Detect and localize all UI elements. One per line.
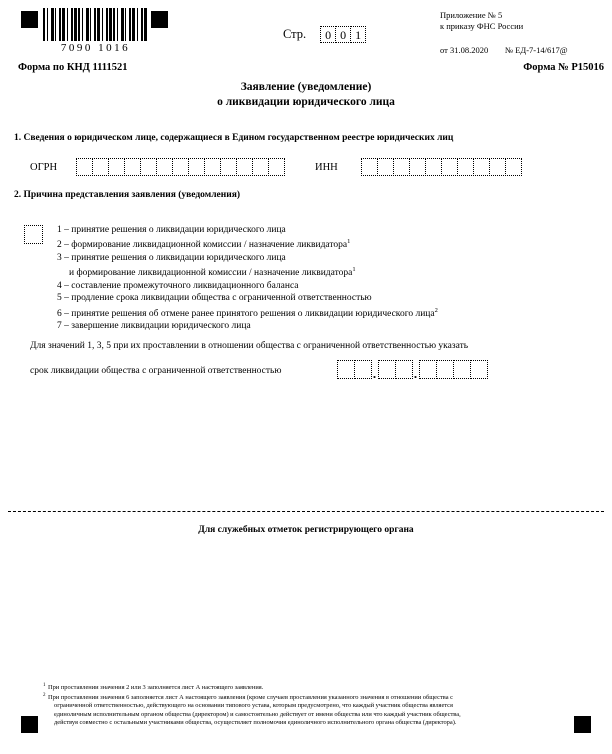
inn-label: ИНН bbox=[315, 161, 338, 173]
alignment-mark-top-left bbox=[21, 11, 38, 28]
page-number-cell[interactable]: 0 bbox=[335, 26, 351, 43]
date-separator-dot: . bbox=[413, 365, 418, 381]
page-title bbox=[0, 80, 612, 110]
inn-cell[interactable] bbox=[441, 158, 458, 176]
liquidation-term-note: Для значений 1, 3, 5 при их проставлении в отношении общества с ограниченной ответственностью указать bbox=[30, 341, 469, 351]
ogrn-cell[interactable] bbox=[188, 158, 205, 176]
service-block-divider bbox=[8, 511, 604, 512]
ogrn-cell[interactable] bbox=[140, 158, 157, 176]
ogrn-cell[interactable] bbox=[220, 158, 237, 176]
approval-reference bbox=[440, 10, 523, 32]
footnote-2 bbox=[44, 694, 582, 728]
footnote-2-line-2: ограниченной ответственностью, действующего на основании типового устава, которым предусмотрено, что каждый участник общества является bbox=[54, 702, 453, 710]
inn-cell[interactable] bbox=[473, 158, 490, 176]
ogrn-cell[interactable] bbox=[236, 158, 253, 176]
liquidation-term-label: срок ликвидации общества с ограниченной ответственностью bbox=[30, 366, 282, 376]
page-number-cell[interactable]: 1 bbox=[350, 26, 366, 43]
reason-option-6-text: 6 – принятие решения об отмене ранее принятого решения о ликвидации юридического лица bbox=[57, 308, 435, 319]
date-year-cell[interactable] bbox=[436, 360, 454, 379]
reason-options-list bbox=[57, 224, 438, 333]
footnote-ref-1: 1 bbox=[352, 266, 356, 274]
ogrn-cell[interactable] bbox=[252, 158, 269, 176]
inn-field bbox=[315, 158, 521, 176]
knd-form-code: Форма по КНД 1111521 bbox=[18, 62, 128, 73]
reason-option-2 bbox=[57, 236, 438, 252]
reason-option-3-cont bbox=[57, 264, 438, 280]
section-2-heading: 2. Причина представления заявления (уведомления) bbox=[14, 190, 240, 200]
reason-option-6 bbox=[57, 305, 438, 321]
reason-option-3: 3 – принятие решения о ликвидации юридического лица bbox=[57, 252, 286, 263]
footnote-1-marker: 1 bbox=[43, 683, 46, 688]
date-month-cell[interactable] bbox=[395, 360, 413, 379]
ogrn-field bbox=[30, 158, 284, 176]
barcode bbox=[43, 8, 148, 54]
barcode-digits: 7090 1016 bbox=[60, 42, 131, 54]
ogrn-cell[interactable] bbox=[204, 158, 221, 176]
date-year-cell[interactable] bbox=[470, 360, 488, 379]
section-1-heading: 1. Сведения о юридическом лице, содержащиеся в Едином государственном реестре юридических лиц bbox=[14, 133, 454, 143]
reason-option-5: 5 – продление срока ликвидации общества с ограниченной ответственностью bbox=[57, 293, 372, 304]
inn-cell[interactable] bbox=[505, 158, 522, 176]
date-month-cell[interactable] bbox=[378, 360, 396, 379]
inn-cell[interactable] bbox=[361, 158, 378, 176]
barcode-bars-icon bbox=[43, 8, 148, 41]
inn-cell[interactable] bbox=[425, 158, 442, 176]
approval-order-row bbox=[440, 45, 605, 55]
reason-option-3-cont-text: и формирование ликвидационной комиссии / назначение ликвидатора bbox=[69, 268, 353, 279]
footnotes bbox=[44, 684, 582, 729]
service-block-title: Для служебных отметок регистрирующего органа bbox=[198, 525, 414, 535]
inn-cell[interactable] bbox=[377, 158, 394, 176]
page-number-cell[interactable]: 0 bbox=[320, 26, 336, 43]
approval-line-2: к приказу ФНС России bbox=[440, 21, 524, 31]
footnote-ref-1: 1 bbox=[347, 238, 351, 246]
approval-number: № ЕД-7-14/617@ bbox=[505, 45, 568, 55]
reason-option-7: 7 – завершение ликвидации юридического лица bbox=[57, 321, 251, 332]
alignment-mark-top-right bbox=[151, 11, 168, 28]
reason-option-4: 4 – составление промежуточного ликвидационного баланса bbox=[57, 280, 299, 291]
footnote-1-text: При проставлении значения 2 или 3 заполняется лист А настоящего заявления. bbox=[48, 684, 264, 691]
inn-cell[interactable] bbox=[489, 158, 506, 176]
page-title-line-2: о ликвидации юридического лица bbox=[217, 96, 395, 108]
page-number-field bbox=[283, 26, 365, 43]
date-month-input[interactable] bbox=[378, 360, 412, 379]
reason-code-checkbox[interactable] bbox=[24, 225, 43, 244]
date-year-input[interactable] bbox=[419, 360, 487, 379]
alignment-mark-bottom-left bbox=[21, 716, 38, 733]
ogrn-cell[interactable] bbox=[92, 158, 109, 176]
date-day-cell[interactable] bbox=[337, 360, 355, 379]
date-day-input[interactable] bbox=[337, 360, 371, 379]
approval-line-1: Приложение № 5 bbox=[440, 10, 503, 20]
liquidation-term-date-field[interactable] bbox=[337, 360, 487, 379]
footnote-ref-2: 2 bbox=[434, 306, 438, 314]
inn-cell[interactable] bbox=[409, 158, 426, 176]
ogrn-input[interactable] bbox=[76, 158, 284, 176]
footnote-2-line-1: При проставлении значения 6 заполняется лист А настоящего заявления (кроме случаев проставления указанного значения в отношении общества с bbox=[48, 693, 453, 701]
footnote-2-line-3: единоличным исполнительным органом общества (директором) и самостоятельно действует от имени общества или что каждый участник общества, bbox=[54, 710, 461, 718]
ogrn-cell[interactable] bbox=[108, 158, 125, 176]
reason-option-1: 1 – принятие решения о ликвидации юридического лица bbox=[57, 225, 286, 235]
inn-input[interactable] bbox=[361, 158, 521, 176]
footnote-2-marker: 2 bbox=[43, 692, 46, 698]
page-title-line-1: Заявление (уведомление) bbox=[240, 81, 372, 93]
date-day-cell[interactable] bbox=[354, 360, 372, 379]
reason-option-2-text: 2 – формирование ликвидационной комиссии / назначение ликвидатора bbox=[57, 240, 348, 251]
date-separator-dot: . bbox=[372, 365, 377, 381]
ogrn-cell[interactable] bbox=[156, 158, 173, 176]
page-number-cells[interactable] bbox=[320, 26, 365, 43]
footnote-2-line-4: действуя совместно с остальными участниками общества, осуществляет полномочия единоличного исполнительного органа общества (директора). bbox=[54, 719, 457, 727]
page-number-label: Стр. bbox=[283, 27, 307, 41]
ogrn-cell[interactable] bbox=[76, 158, 93, 176]
footnote-1 bbox=[44, 684, 582, 693]
inn-cell[interactable] bbox=[457, 158, 474, 176]
approval-date: от 31.08.2020 bbox=[440, 45, 489, 55]
ogrn-label: ОГРН bbox=[30, 161, 58, 173]
form-number: Форма № Р15016 bbox=[523, 62, 604, 73]
date-year-cell[interactable] bbox=[453, 360, 471, 379]
ogrn-cell[interactable] bbox=[172, 158, 189, 176]
ogrn-cell[interactable] bbox=[124, 158, 141, 176]
ogrn-cell[interactable] bbox=[268, 158, 285, 176]
date-year-cell[interactable] bbox=[419, 360, 437, 379]
inn-cell[interactable] bbox=[393, 158, 410, 176]
